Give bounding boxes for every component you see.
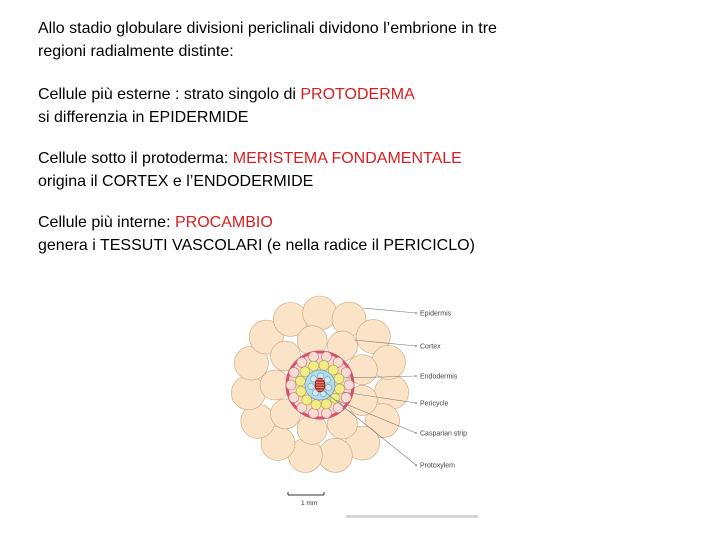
- epidermis-cell: [303, 296, 337, 330]
- casparian-strip-leader-dot: [415, 432, 417, 434]
- outer-cells-prefix: Cellule più esterne : strato singolo di: [38, 86, 301, 103]
- intro-line-2: regioni radialmente distinte:: [38, 43, 234, 60]
- scale-bar: [288, 492, 324, 507]
- tissue-labels: [420, 311, 467, 470]
- inner-cells-paragraph: [38, 211, 475, 257]
- pericycle-cell: [335, 384, 345, 394]
- middle-cells-paragraph: [38, 147, 462, 193]
- ground-meristem-term: MERISTEMA FONDAMENTALE: [232, 150, 462, 167]
- vascular-cell: [325, 384, 331, 390]
- middle-cells-prefix: Cellule sotto il protoderma:: [38, 150, 233, 167]
- endodermis-cell: [321, 408, 331, 418]
- scale-bar-label: 1 mm: [301, 500, 318, 507]
- vascular-cell: [308, 383, 314, 389]
- pericycle-cell: [296, 386, 306, 396]
- endodermis-cell: [333, 403, 343, 413]
- endodermis-cell: [344, 380, 354, 390]
- protoxylem-label: Protoxylem: [420, 462, 456, 470]
- tissue-cells: [231, 296, 408, 472]
- pericycle-cell: [295, 376, 305, 386]
- outer-cells-line-2: si differenzia in EPIDERMIDE: [38, 109, 249, 126]
- root-cross-section-diagram: [228, 280, 498, 525]
- inner-cells-line-2: genera i TESSUTI VASCOLARI (e nella radice il PERICICLO): [38, 237, 475, 254]
- cortex-leader-dot: [415, 345, 417, 347]
- epidermis-label: Epidermis: [420, 310, 452, 318]
- vascular-cell: [324, 377, 330, 383]
- endodermis-cell: [297, 357, 307, 367]
- pericycle-cell: [311, 400, 321, 410]
- pericycle-cell: [319, 360, 329, 370]
- endodermis-cell: [286, 380, 296, 390]
- pericycle-cell: [334, 374, 344, 384]
- protoderma-term: PROTODERMA: [300, 86, 415, 103]
- protoxylem-leader-dot: [415, 464, 417, 466]
- middle-cells-line-2: origina il CORTEX e l’ENDODERMIDE: [38, 173, 314, 190]
- procambium-term: PROCAMBIO: [174, 214, 273, 231]
- root-cross-section-figure: [228, 280, 498, 525]
- pericycle-label: Pericycle: [420, 400, 449, 408]
- endodermis-cell: [309, 352, 319, 362]
- outer-cells-paragraph: [38, 83, 415, 129]
- credit-text-smudge: [346, 515, 478, 518]
- casparian-strip-label: Casparian strip: [420, 430, 468, 438]
- epidermis-cell: [318, 438, 352, 472]
- pericycle-cell: [321, 399, 331, 409]
- endodermis-label: Endodermis: [420, 373, 458, 381]
- intro-line-1: Allo stadio globulare divisioni periclinali dividono l’embrione in tre: [38, 20, 497, 37]
- cortex-label: Cortex: [420, 343, 441, 351]
- endodermis-cell: [289, 367, 299, 377]
- epidermis-leader-line: [363, 308, 416, 313]
- endodermis-leader-dot: [415, 375, 417, 377]
- pericycle-leader-dot: [415, 402, 417, 404]
- epidermis-leader-dot: [415, 312, 417, 314]
- credit-line: [346, 515, 478, 518]
- inner-cells-prefix: Cellule più interne:: [38, 214, 175, 231]
- pericycle-cell: [309, 361, 319, 371]
- intro-paragraph: [38, 17, 497, 63]
- endodermis-cell: [341, 393, 351, 403]
